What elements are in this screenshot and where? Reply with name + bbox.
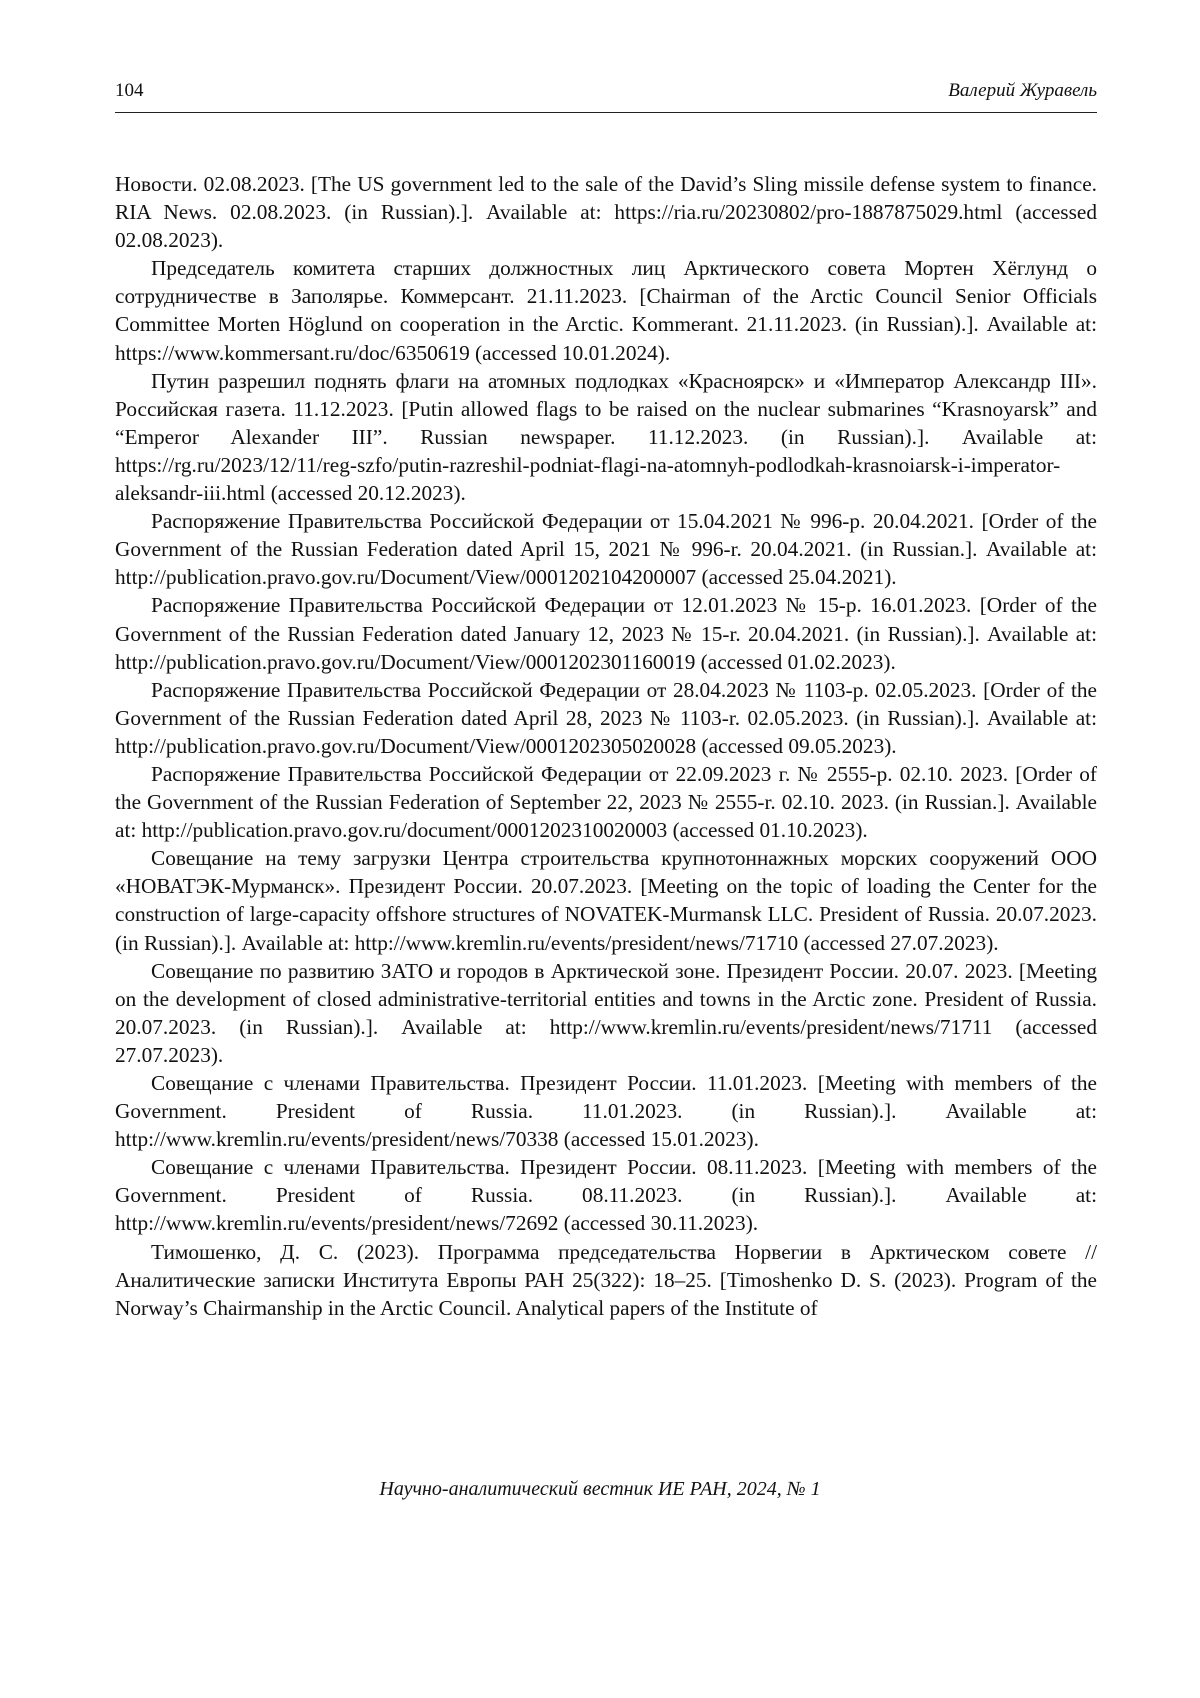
page-number: 104: [115, 80, 144, 101]
reference-entry: Председатель комитета старших должностных лиц Арктического совета Мортен Хёглунд о сотрудничестве в Заполярье. Коммерсант. 21.11.2023. [Chairman of the Arctic Council Senior Officials Committee Morten Höglund on cooperation in the Arctic. Kommerant. 21.11.2023. (in Russian).]. Available at: https://www.kommersant.ru/doc/6350619 (accessed 10.01.2024).: [115, 256, 1097, 365]
reference-entry: Совещание с членами Правительства. Президент России. 08.11.2023. [Meeting with members of the Government. President of Russia. 08.11.2023. (in Russian).]. Available at: http://www.kremlin.ru/events/president/news/72692 (accessed 30.11.2023).: [115, 1155, 1097, 1236]
reference-entry: Распоряжение Правительства Российской Федерации от 12.01.2023 № 15-р. 16.01.2023. [Order of the Government of the Russian Federation dated January 12, 2023 № 15-r. 20.04.2021. (in Russian).]. Available at: http://publication.pravo.gov.ru/Document/View/0001202301160019 (accessed 01.02.2023).: [115, 593, 1097, 674]
reference-entry: Распоряжение Правительства Российской Федерации от 15.04.2021 № 996-р. 20.04.2021. [Order of the Government of the Russian Federation dated April 15, 2021 № 996-r. 20.04.2021. (in Russian.]. Available at: http://publication.pravo.gov.ru/Document/View/0001202104200007 (accessed 25.04.2021).: [115, 509, 1097, 590]
reference-entry: Совещание по развитию ЗАТО и городов в Арктической зоне. Президент России. 20.07. 2023. [Meeting on the development of closed administrative-territorial entities and towns in the Arctic zone. President of Russia. 20.07.2023. (in Russian).]. Available at: http://www.kremlin.ru/events/president/news/71711 (accessed 27.07.2023).: [115, 958, 1097, 1067]
reference-entry: Тимошенко, Д. С. (2023). Программа председательства Норвегии в Арктическом совете // Аналитические записки Института Европы РАН 25(322): 18–25. [Timoshenko D. S. (2023). Program of the Norway’s Chairmanship in the Arctic Council. Analytical papers of the Institute of: [115, 1239, 1097, 1320]
reference-entry: Распоряжение Правительства Российской Федерации от 28.04.2023 № 1103-р. 02.05.2023. [Order of the Government of the Russian Federation dated April 28, 2023 № 1103-r. 02.05.2023. (in Russian).]. Available at: http://publication.pravo.gov.ru/Document/View/0001202305020028 (accessed 09.05.2023).: [115, 677, 1097, 758]
reference-entry: Путин разрешил поднять флаги на атомных подлодках «Красноярск» и «Император Александр III». Российская газета. 11.12.2023. [Putin allowed flags to be raised on the nuclear submarines “Krasnoyarsk” and “Emperor Alexander III”. Russian newspaper. 11.12.2023. (in Russian).]. Available at: https://rg.ru/2023/12/11/reg-szfo/putin-razreshil-podniat-flagi-na-atomnyh-podlodkah-krasnoiarsk-i-imperator-aleksandr-iii.html (accessed 20.12.2023).: [115, 368, 1097, 506]
reference-entry: Новости. 02.08.2023. [The US government led to the sale of the David’s Sling missile defense system to finance. RIA News. 02.08.2023. (in Russian).]. Available at: https://ria.ru/20230802/pro-1887875029.html (accessed 02.08.2023).: [115, 172, 1097, 253]
running-header: [115, 80, 1097, 113]
reference-entry: Совещание с членами Правительства. Президент России. 11.01.2023. [Meeting with members of the Government. President of Russia. 11.01.2023. (in Russian).]. Available at: http://www.kremlin.ru/events/president/news/70338 (accessed 15.01.2023).: [115, 1071, 1097, 1152]
reference-entry: Распоряжение Правительства Российской Федерации от 22.09.2023 г. № 2555-р. 02.10. 2023. [Order of the Government of the Russian Federation of September 22, 2023 № 2555-r. 02.10. 2023. (in Russian.]. Available at: http://publication.pravo.gov.ru/document/0001202310020003 (accessed 01.10.2023).: [115, 761, 1097, 843]
running-header-author: Валерий Журавель: [948, 80, 1097, 101]
reference-list: [115, 170, 1097, 1322]
journal-footer: Научно-аналитический вестник ИЕ РАН, 2024, № 1: [379, 1478, 821, 1500]
reference-entry: Совещание на тему загрузки Центра строительства крупнотоннажных морских сооружений ООО «НОВАТЭК-Мурманск». Президент России. 20.07.2023. [Meeting on the topic of loading the Center for the construction of large-capacity offshore structures of NOVATEK-Murmansk LLC. President of Russia. 20.07.2023. (in Russian).]. Available at: http://www.kremlin.ru/events/president/news/71710 (accessed 27.07.2023).: [115, 846, 1097, 955]
